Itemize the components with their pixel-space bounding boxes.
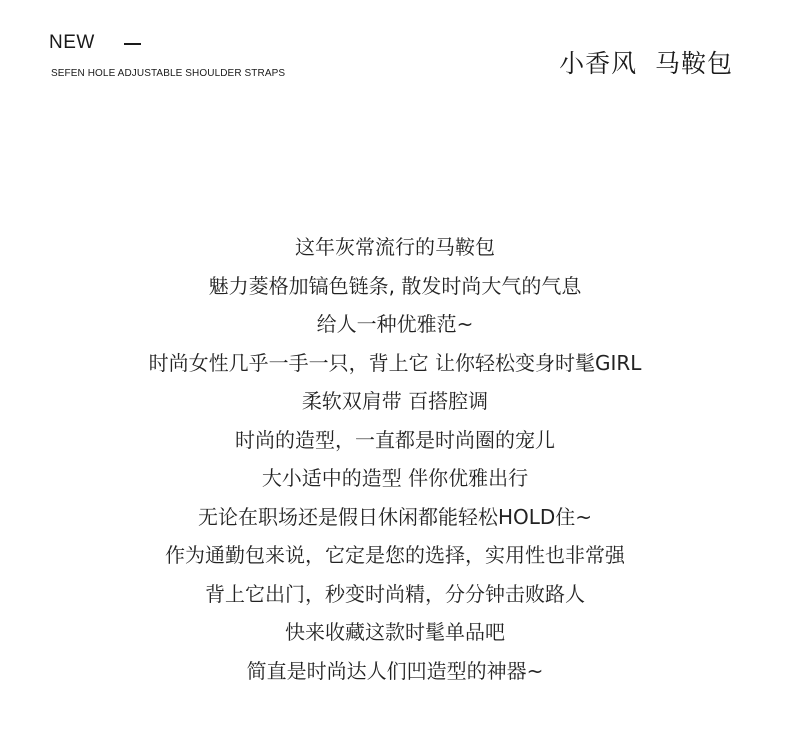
title-dash-divider	[124, 43, 141, 45]
description-line: 背上它出门，秒变时尚精，分分钟击败路人	[205, 581, 585, 606]
product-title: 小香风 马鞍包	[559, 49, 733, 78]
description-line: 魅力菱格加镐色链条, 散发时尚大气的气息	[208, 273, 582, 298]
description-line: 时尚女性几乎一手一只，背上它 让你轻松变身时髦GIRL	[148, 350, 642, 375]
description-line: 简直是时尚达人们凹造型的神器~	[246, 658, 544, 683]
new-label: NEW	[49, 32, 95, 53]
description-line: 无论在职场还是假日休闲都能轻松HOLD住~	[197, 504, 593, 529]
header-subtitle: SEFEN HOLE ADJUSTABLE SHOULDER STRAPS	[51, 68, 286, 79]
product-description	[0, 228, 790, 690]
description-line: 给人一种优雅范~	[316, 312, 474, 336]
description-line: 时尚的造型，一直都是时尚圈的宠儿	[235, 427, 555, 452]
description-line: 大小适中的造型 伴你优雅出行	[261, 466, 529, 490]
description-line: 这年灰常流行的马鞍包	[295, 235, 495, 259]
description-line: 快来收藏这款时髦单品吧	[285, 620, 505, 644]
description-line: 作为通勤包来说，它定是您的选择，实用性也非常强	[165, 543, 625, 567]
description-line: 柔软双肩带 百搭腔调	[301, 389, 489, 413]
